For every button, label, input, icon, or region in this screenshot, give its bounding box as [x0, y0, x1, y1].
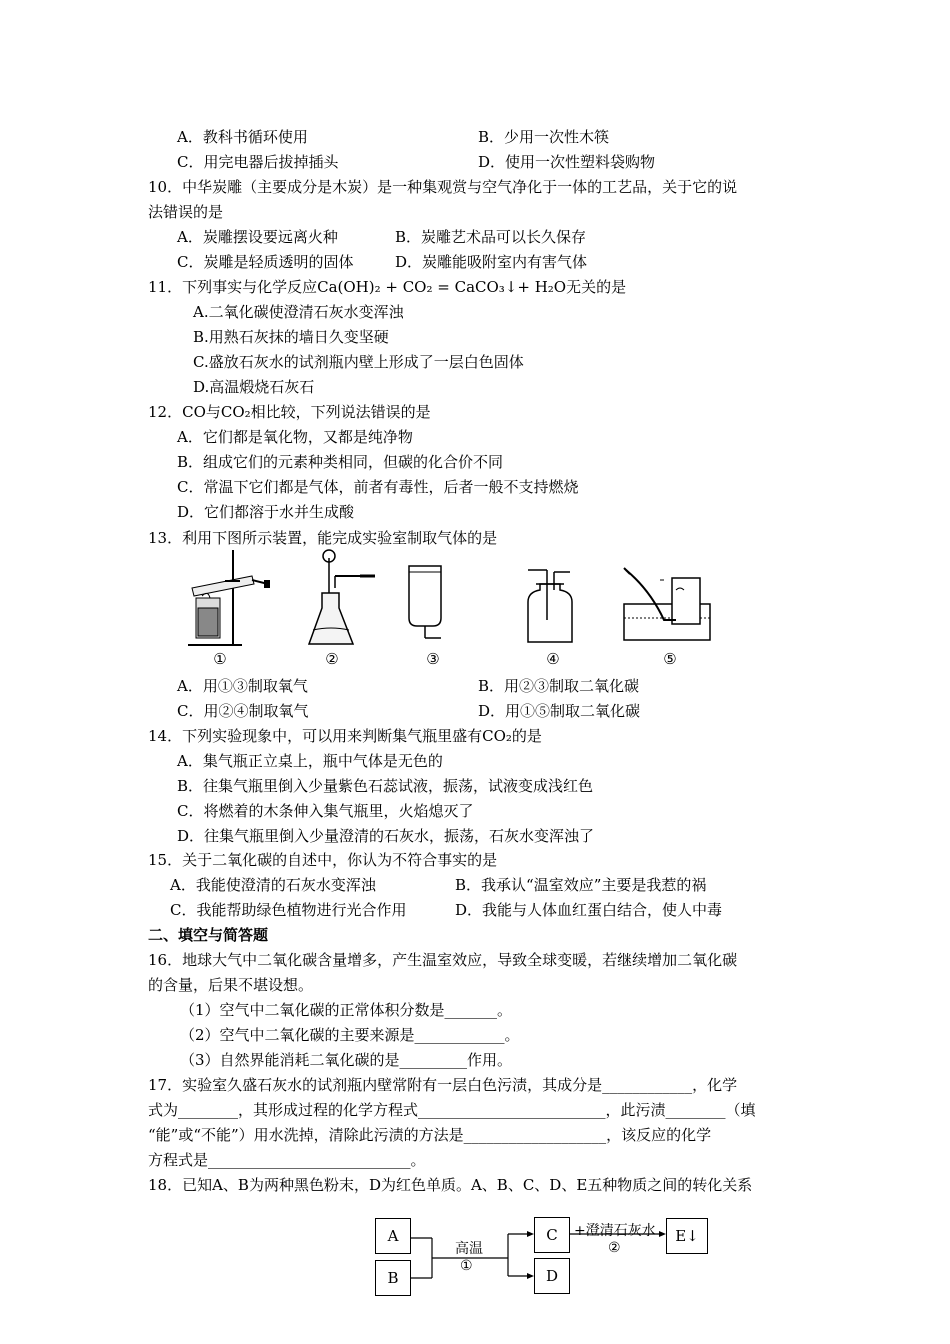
q13-option-b: B．用②③制取二氧化碳 [478, 677, 640, 695]
q16-stem-cont: 的含量，后果不堪设想。 [148, 976, 314, 994]
reaction-number-2: ② [608, 1240, 621, 1256]
q14-option-b: B．往集气瓶里倒入少量紫色石蕊试液，振荡，试液变成浅红色 [177, 777, 594, 795]
q11-option-a: A.二氧化碳使澄清石灰水变浑浊 [193, 303, 404, 321]
box-b: B [375, 1260, 411, 1296]
q12-option-c: C．常温下它们都是气体，前者有毒性，后者一般不支持燃烧 [177, 478, 579, 496]
q13-option-d: D．用①⑤制取二氧化碳 [478, 702, 641, 720]
q13-option-c: C．用②④制取氧气 [177, 702, 309, 720]
q10-stem-cont: 法错误的是 [148, 203, 224, 221]
q10-option-c: C．炭雕是轻质透明的固体 [177, 253, 354, 271]
q16-part-1: （1）空气中二氧化碳的正常体积分数是_______。 [180, 1001, 513, 1019]
apparatus-label-1: ① [213, 650, 227, 668]
q14-stem: 14．下列实验现象中，可以用来判断集气瓶里盛有CO₂的是 [148, 727, 542, 745]
q15-option-d: D．我能与人体血红蛋白结合，使人中毒 [455, 901, 723, 919]
q16-stem: 16．地球大气中二氧化碳含量增多，产生温室效应，导致全球变暖，若继续增加二氧化碳 [148, 951, 738, 969]
reaction-condition-1: 高温 [455, 1241, 483, 1257]
q10-stem: 10．中华炭雕（主要成分是木炭）是一种集观赏与空气净化于一体的工艺品，关于它的说 [148, 178, 738, 196]
apparatus-label-5: ⑤ [663, 650, 677, 668]
q12-stem: 12．CO与CO₂相比较，下列说法错误的是 [148, 403, 431, 421]
q14-option-c: C．将燃着的木条伸入集气瓶里，火焰熄灭了 [177, 802, 474, 820]
q15-option-a: A．我能使澄清的石灰水变浑浊 [170, 876, 376, 894]
box-e: E↓ [666, 1218, 708, 1254]
apparatus-label-4: ④ [546, 650, 560, 668]
q10-option-b: B．炭雕艺术品可以长久保存 [395, 228, 587, 246]
q17-line-2: 式为________，其形成过程的化学方程式_________________________，此污渍________（填 [148, 1101, 756, 1119]
q11-stem: 11．下列事实与化学反应Ca(OH)₂ + CO₂ = CaCO₃↓+ H₂O无关的是 [148, 278, 627, 296]
box-a: A [375, 1218, 411, 1254]
box-d: D [534, 1258, 570, 1294]
q11-option-b: B.用熟石灰抹的墙日久变坚硬 [193, 328, 389, 346]
q16-part-2: （2）空气中二氧化碳的主要来源是____________。 [180, 1026, 520, 1044]
q14-option-d: D．往集气瓶里倒入少量澄清的石灰水，振荡，石灰水变浑浊了 [177, 827, 595, 845]
apparatus-1-icon [180, 548, 275, 648]
q9-option-c: C．用完电器后拔掉插头 [177, 153, 339, 171]
box-c: C [534, 1217, 570, 1253]
q15-option-b: B．我承认“温室效应”主要是我惹的祸 [455, 876, 707, 894]
q12-option-b: B．组成它们的元素种类相同，但碳的化合价不同 [177, 453, 504, 471]
q9-option-b: B．少用一次性木筷 [478, 128, 610, 146]
q13-stem: 13．利用下图所示装置，能完成实验室制取气体的是 [148, 529, 498, 547]
q18-stem: 18．已知A、B为两种黑色粉末，D为红色单质。A、B、C、D、E五种物质之间的转化关系 [148, 1176, 753, 1194]
q9-option-d: D．使用一次性塑料袋购物 [478, 153, 656, 171]
q17-line-4: 方程式是___________________________。 [148, 1151, 426, 1169]
apparatus-5-icon [620, 560, 715, 645]
q10-option-a: A．炭雕摆设要远离火种 [177, 228, 338, 246]
q12-option-a: A．它们都是氧化物，又都是纯净物 [177, 428, 413, 446]
q10-option-d: D．炭雕能吸附室内有害气体 [395, 253, 588, 271]
q17-line-1: 17．实验室久盛石灰水的试剂瓶内壁常附有一层白色污渍，其成分是____________，化学 [148, 1076, 738, 1094]
q13-option-a: A．用①③制取氧气 [177, 677, 308, 695]
reaction-condition-2: +澄清石灰水 [574, 1223, 656, 1239]
q16-part-3: （3）自然界能消耗二氧化碳的是_________作用。 [180, 1051, 513, 1069]
apparatus-3-icon [405, 560, 445, 645]
q17-line-3: “能”或“不能”）用水洗掉，清除此污渍的方法是___________________，该反应的化学 [148, 1126, 712, 1144]
q15-stem: 15．关于二氧化碳的自述中，你认为不符合事实的是 [148, 851, 498, 869]
apparatus-label-3: ③ [426, 650, 440, 668]
q9-option-a: A．教科书循环使用 [177, 128, 308, 146]
q11-option-d: D.高温煅烧石灰石 [193, 378, 315, 396]
apparatus-4-icon [520, 560, 580, 645]
section-heading: 二、填空与简答题 [148, 926, 269, 944]
q12-option-d: D．它们都溶于水并生成酸 [177, 503, 355, 521]
q11-option-c: C.盛放石灰水的试剂瓶内壁上形成了一层白色固体 [193, 353, 524, 371]
apparatus-2-icon [305, 548, 380, 648]
q15-option-c: C．我能帮助绿色植物进行光合作用 [170, 901, 407, 919]
q14-option-a: A．集气瓶正立桌上，瓶中气体是无色的 [177, 752, 443, 770]
apparatus-label-2: ② [325, 650, 339, 668]
reaction-number-1: ① [460, 1258, 473, 1274]
